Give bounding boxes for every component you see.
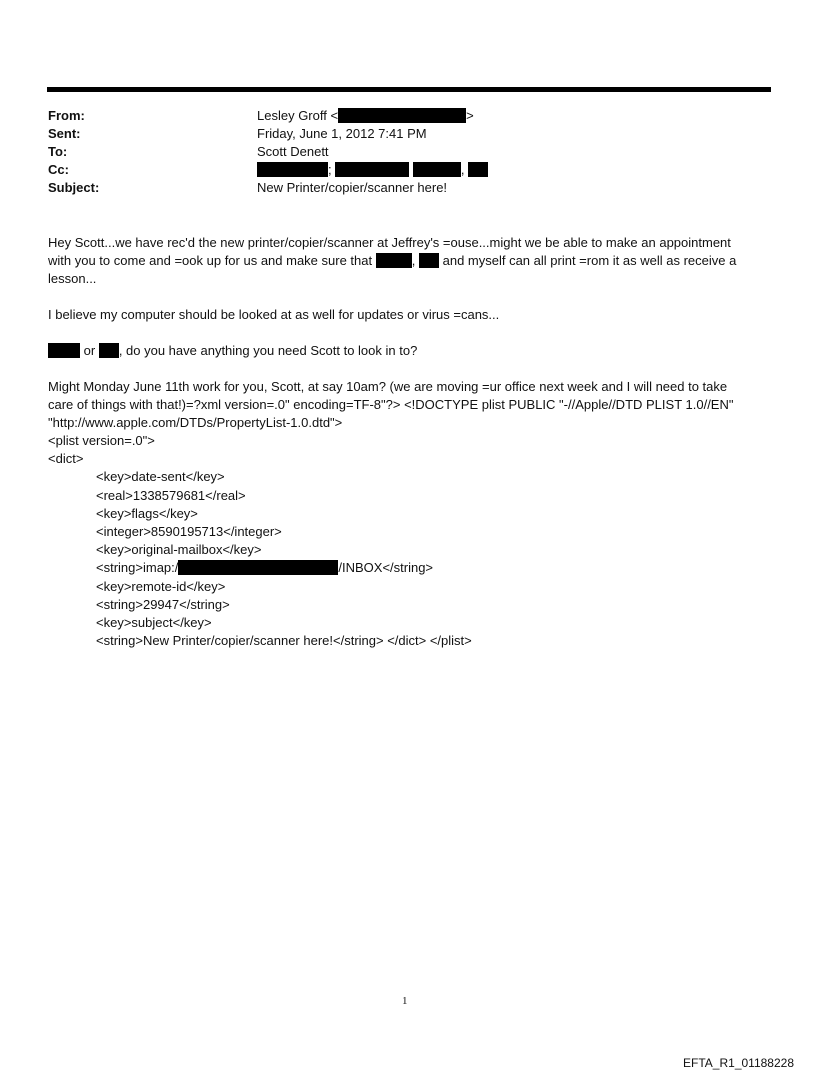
body-paragraph-3	[48, 342, 778, 360]
cc-label: Cc:	[48, 162, 69, 177]
xml-line: <string>29947</string>	[96, 596, 230, 612]
xml-line	[48, 559, 472, 577]
body-text: , do you have anything you need Scott to look in to?	[118, 343, 418, 358]
body-line	[48, 252, 778, 270]
page-number: 1	[402, 995, 408, 1007]
from-name: Lesley Groff <	[257, 108, 339, 123]
body-line: Might Monday June 11th work for you, Scott, at say 10am? (we are moving =ur office next week and I will need to take	[48, 379, 728, 394]
from-value	[257, 108, 474, 123]
from-label: From:	[48, 108, 85, 123]
to-label: To:	[48, 144, 68, 159]
dict-open: <dict>	[48, 451, 84, 467]
email-body	[48, 234, 778, 288]
body-line: "http://www.apple.com/DTDs/PropertyList-1.0.dtd">	[48, 415, 343, 430]
xml-line: <key>original-mailbox</key>	[96, 542, 262, 558]
xml-line: <key>date-sent</key>	[96, 469, 225, 485]
cc-value	[257, 162, 488, 177]
subject-value: New Printer/copier/scanner here!	[257, 180, 448, 195]
body-line: care of things with that!)=?xml version=.0" encoding=TF-8"?> <!DOCTYPE plist PUBLIC "-//Apple//DTD PLIST 1.0//EN"	[48, 397, 734, 412]
xml-line: <key>subject</key>	[96, 615, 212, 631]
redaction-bar	[99, 343, 119, 358]
redaction-bar	[48, 343, 80, 358]
xml-text: <string>imap:/	[96, 560, 179, 576]
xml-line: <real>1338579681</real>	[96, 487, 246, 503]
redaction-bar	[335, 162, 409, 177]
from-close: >	[466, 108, 474, 123]
xml-text: /INBOX</string>	[338, 560, 434, 576]
redaction-bar	[178, 560, 338, 575]
redaction-bar	[376, 253, 412, 268]
xml-line: <string>New Printer/copier/scanner here!</string> </dict> </plist>	[96, 633, 472, 649]
sent-label: Sent:	[48, 126, 81, 141]
plist-block	[48, 432, 472, 650]
xml-line: <key>remote-id</key>	[96, 578, 226, 594]
redaction-bar	[468, 162, 488, 177]
xml-line: <key>flags</key>	[96, 505, 198, 521]
body-text: and myself can all print =rom it as well as receive a	[442, 253, 737, 268]
xml-line: <integer>8590195713</integer>	[96, 524, 282, 540]
sent-value: Friday, June 1, 2012 7:41 PM	[257, 126, 427, 141]
to-value: Scott Denett	[257, 144, 329, 159]
plist-open: <plist version=.0">	[48, 433, 155, 448]
subject-label: Subject:	[48, 180, 100, 195]
body-paragraph-2: I believe my computer should be looked at as well for updates or virus =cans...	[48, 307, 500, 322]
body-line: lesson...	[48, 271, 97, 286]
cc-separator: ,	[460, 162, 465, 177]
body-text: or	[83, 343, 96, 358]
body-line: Hey Scott...we have rec'd the new printer/copier/scanner at Jeffrey's =ouse...might we be able to make an appointment	[48, 235, 731, 250]
body-text: ,	[411, 253, 416, 268]
body-paragraph-4	[48, 378, 778, 432]
redaction-bar	[257, 162, 328, 177]
body-text: with you to come and =ook up for us and make sure that	[48, 253, 373, 268]
cc-separator: ;	[328, 162, 332, 177]
redaction-bar	[413, 162, 461, 177]
bates-number: EFTA_R1_01188228	[683, 1056, 794, 1070]
redaction-bar	[419, 253, 439, 268]
redaction-bar	[338, 108, 466, 123]
header-rule	[47, 87, 771, 92]
